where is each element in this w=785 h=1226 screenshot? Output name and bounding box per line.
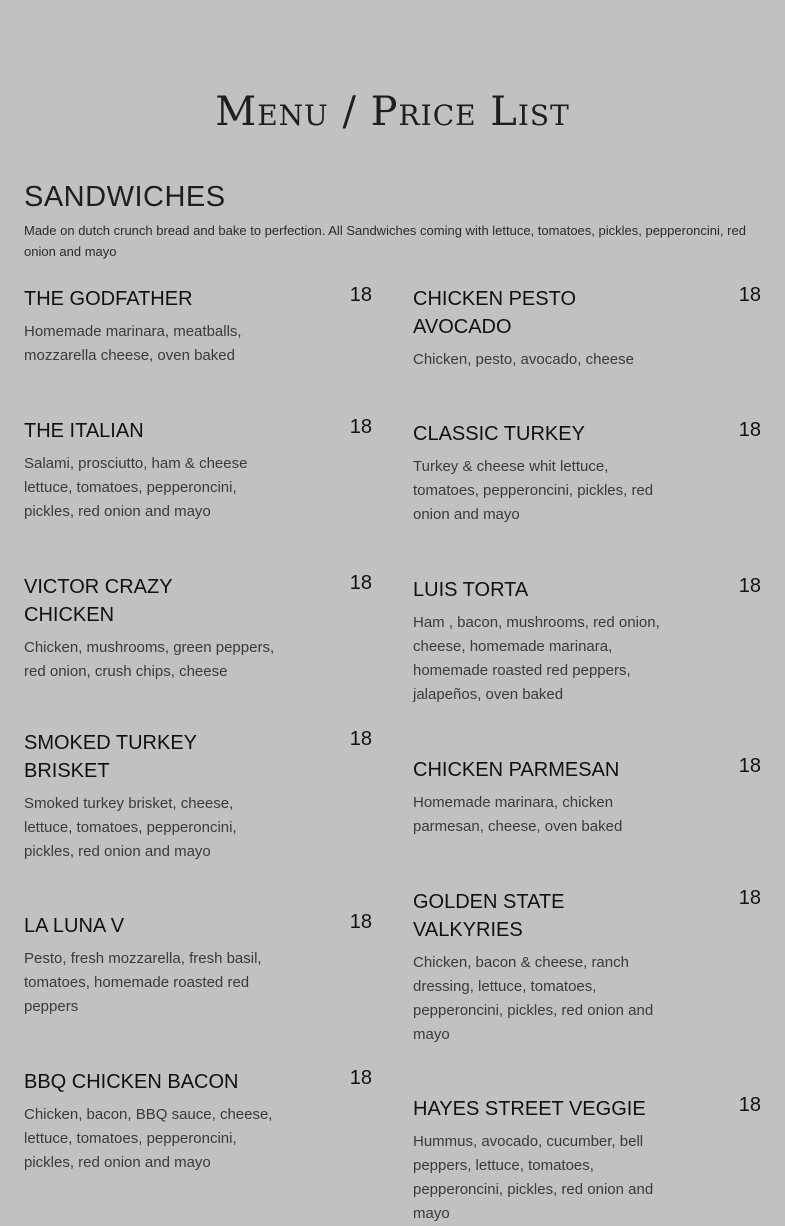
- item-description: Chicken, bacon, BBQ sauce, cheese, lettuce, tomatoes, pepperoncini, pickles, red onion and mayo: [24, 1106, 273, 1171]
- item-description: Smoked turkey brisket, cheese, lettuce, tomatoes, pepperoncini, pickles, red onion and mayo: [24, 795, 237, 860]
- menu-item: [413, 756, 761, 839]
- item-price: 18: [349, 728, 372, 750]
- item-description: Hummus, avocado, cucumber, bell peppers, lettuce, tomatoes, pepperoncini, pickles, red onion and mayo: [413, 1133, 654, 1222]
- item-price: 18: [738, 1094, 761, 1116]
- item-name: LA LUNA V: [24, 915, 125, 937]
- item-name: THE GODFATHER: [24, 288, 193, 310]
- item-name: THE ITALIAN: [24, 420, 144, 442]
- item-name: GOLDEN STATE VALKYRIES: [413, 891, 565, 941]
- item-description: Chicken, pesto, avocado, cheese: [413, 351, 634, 368]
- menu-item: [24, 729, 372, 864]
- page-title: Menu / Price List: [215, 89, 570, 135]
- item-name: SMOKED TURKEY BRISKET: [24, 732, 197, 782]
- item-name: HAYES STREET VEGGIE: [413, 1098, 646, 1120]
- item-description: Homemade marinara, chicken parmesan, cheese, oven baked: [413, 794, 623, 835]
- item-price: 18: [349, 1067, 372, 1089]
- menu-item: [24, 417, 372, 524]
- item-description: Salami, prosciutto, ham & cheese lettuce, tomatoes, pepperoncini, pickles, red onion and mayo: [24, 455, 248, 520]
- item-description: Chicken, bacon & cheese, ranch dressing, lettuce, tomatoes, pepperoncini, pickles, red onion and mayo: [413, 954, 654, 1043]
- item-description: Pesto, fresh mozzarella, fresh basil, tomatoes, homemade roasted red peppers: [24, 950, 262, 1015]
- menu-item: [24, 285, 372, 368]
- item-name: BBQ CHICKEN BACON: [24, 1071, 239, 1093]
- menu-item: [413, 576, 761, 707]
- item-name: VICTOR CRAZY CHICKEN: [24, 576, 173, 626]
- menu-item: [413, 1095, 761, 1226]
- item-price: 18: [349, 284, 372, 306]
- item-price: 18: [349, 416, 372, 438]
- item-price: 18: [738, 887, 761, 909]
- item-description: Ham , bacon, mushrooms, red onion, cheese, homemade marinara, homemade roasted red peppers, jalapeños, oven baked: [413, 614, 660, 703]
- menu-item: [24, 912, 372, 1019]
- item-description: Chicken, mushrooms, green peppers, red onion, crush chips, cheese: [24, 639, 275, 680]
- menu-item: [413, 888, 761, 1047]
- item-price: 18: [738, 755, 761, 777]
- item-name: CHICKEN PARMESAN: [413, 759, 620, 781]
- menu-item: [24, 1068, 372, 1175]
- item-price: 18: [349, 572, 372, 594]
- menu-item: [413, 285, 761, 372]
- item-description: Turkey & cheese whit lettuce, tomatoes, pepperoncini, pickles, red onion and mayo: [413, 458, 654, 523]
- menu-item: [24, 573, 372, 684]
- item-price: 18: [738, 284, 761, 306]
- item-price: 18: [738, 419, 761, 441]
- item-price: 18: [738, 575, 761, 597]
- item-name: CLASSIC TURKEY: [413, 423, 585, 445]
- section-heading: SANDWICHES: [24, 181, 226, 213]
- item-name: CHICKEN PESTO AVOCADO: [413, 288, 576, 338]
- item-price: 18: [349, 911, 372, 933]
- item-description: Homemade marinara, meatballs, mozzarella cheese, oven baked: [24, 323, 242, 364]
- menu-item: [413, 420, 761, 527]
- item-name: LUIS TORTA: [413, 579, 529, 601]
- section-description: Made on dutch crunch bread and bake to perfection. All Sandwiches coming with lettuce, tomatoes, pickles, pepperoncini, red onion and mayo: [24, 223, 746, 259]
